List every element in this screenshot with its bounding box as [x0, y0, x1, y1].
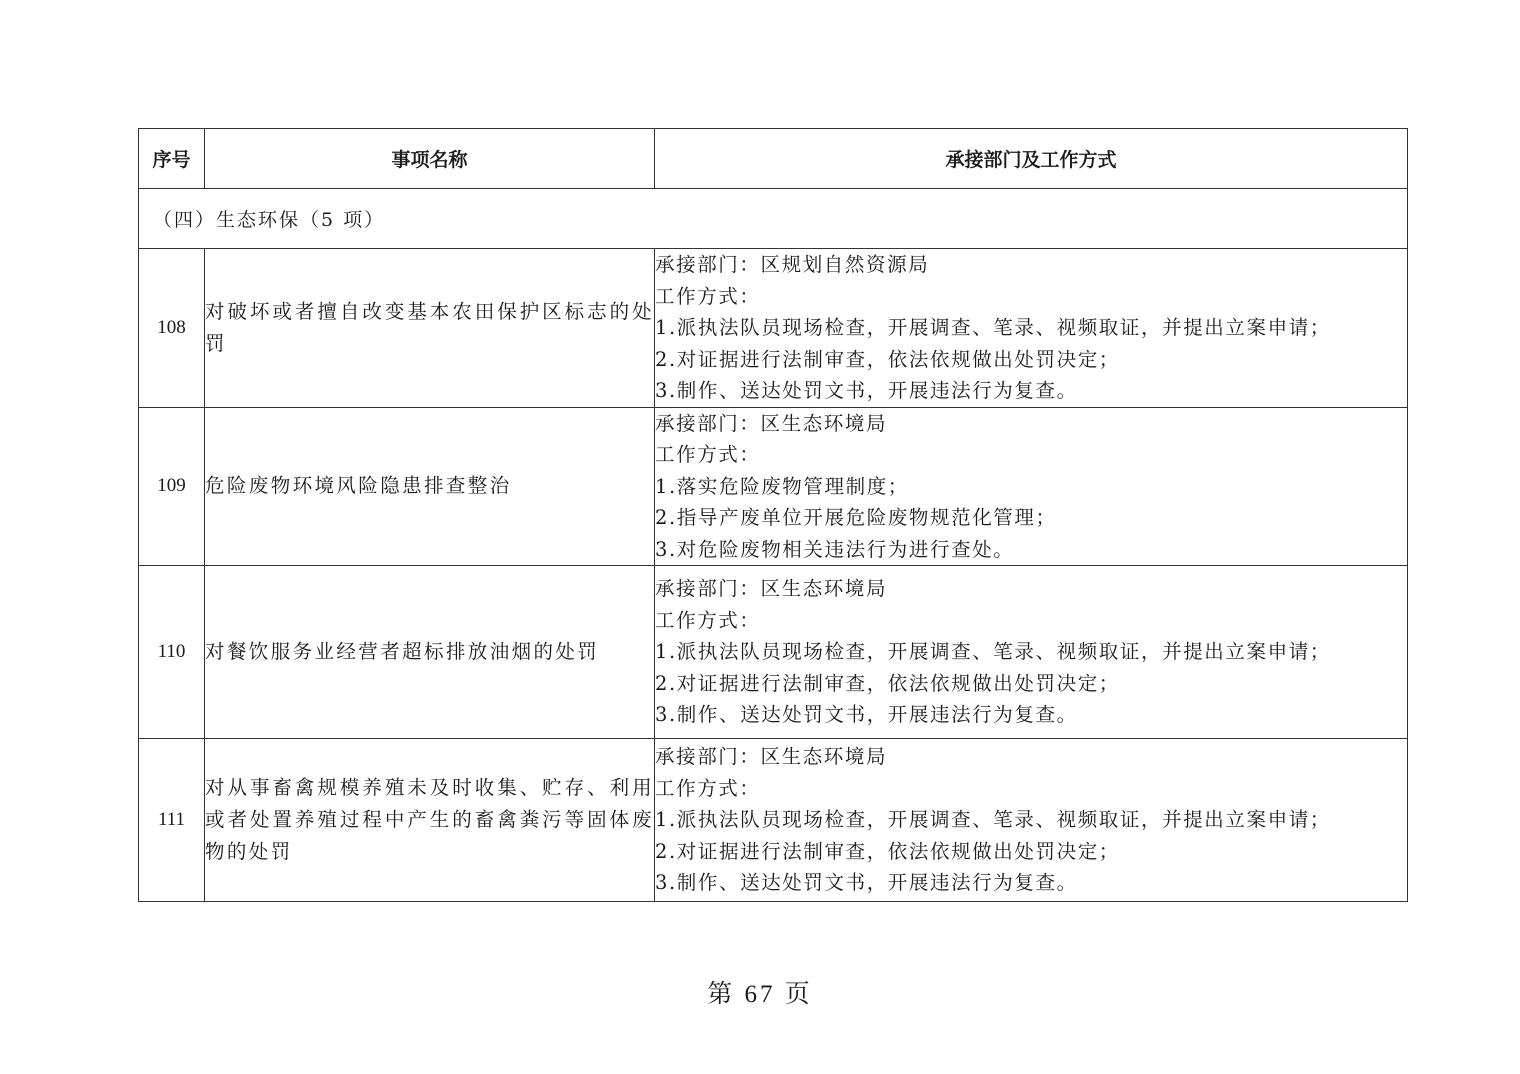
dept-line: 3.对危险废物相关违法行为进行查处。: [655, 537, 1015, 561]
dept-line: 承接部门：区生态环境局: [655, 577, 888, 601]
dept-line: 承接部门：区生态环境局: [655, 745, 888, 769]
row-dept-method: [655, 407, 1408, 566]
row-item-name: 危险废物环境风险隐患排查整治: [205, 407, 655, 566]
dept-line: 2.对证据进行法制审查，依法依规做出处罚决定；: [655, 347, 1120, 371]
row-item-name: 对破坏或者擅自改变基本农田保护区标志的处罚: [205, 249, 655, 408]
page-number: 第 67 页: [707, 981, 813, 1008]
dept-line: 3.制作、送达处罚文书，开展违法行为复查。: [655, 379, 1078, 402]
dept-line: 2.指导产废单位开展危险废物规范化管理；: [655, 506, 1057, 529]
table-header-row: [139, 129, 1408, 189]
dept-line: 工作方式：: [655, 284, 761, 308]
row-dept-method: [655, 566, 1408, 739]
table-row: [139, 249, 1408, 408]
section-row: [139, 189, 1408, 249]
dept-line: 1.派执法队员现场检查，开展调查、笔录、视频取证，并提出立案申请；: [655, 316, 1331, 339]
dept-line: 工作方式：: [655, 608, 761, 632]
row-dept-method: [655, 249, 1408, 408]
row-item-name: 对从事畜禽规模养殖未及时收集、贮存、利用或者处置养殖过程中产生的畜禽粪污等固体废物的处罚: [205, 739, 655, 902]
dept-line: 3.制作、送达处罚文书，开展违法行为复查。: [655, 703, 1078, 727]
row-item-name: 对餐饮服务业经营者超标排放油烟的处罚: [205, 566, 655, 739]
header-dept-method: 承接部门及工作方式: [655, 129, 1408, 189]
dept-line: 工作方式：: [655, 443, 761, 466]
section-title: （四）生态环保（5 项）: [139, 189, 1408, 249]
dept-line: 工作方式：: [655, 776, 761, 800]
row-number: 110: [139, 566, 205, 739]
dept-line: 3.制作、送达处罚文书，开展违法行为复查。: [655, 871, 1078, 895]
row-number: 108: [139, 249, 205, 408]
header-item-name: 事项名称: [205, 129, 655, 189]
dept-line: 1.派执法队员现场检查，开展调查、笔录、视频取证，并提出立案申请；: [655, 808, 1331, 832]
dept-line: 1.落实危险废物管理制度；: [655, 474, 909, 498]
dept-line: 承接部门：区规划自然资源局: [655, 253, 930, 276]
row-number: 111: [139, 739, 205, 902]
dept-line: 1.派执法队员现场检查，开展调查、笔录、视频取证，并提出立案申请；: [655, 640, 1331, 664]
dept-line: 2.对证据进行法制审查，依法依规做出处罚决定；: [655, 839, 1120, 863]
row-number: 109: [139, 407, 205, 566]
table-row: [139, 739, 1408, 902]
dept-line: 2.对证据进行法制审查，依法依规做出处罚决定；: [655, 671, 1120, 695]
dept-line: 承接部门：区生态环境局: [655, 411, 888, 435]
items-table: [138, 128, 1408, 902]
header-index: 序号: [139, 129, 205, 189]
table-row: [139, 407, 1408, 566]
row-dept-method: [655, 739, 1408, 902]
table-row: [139, 566, 1408, 739]
